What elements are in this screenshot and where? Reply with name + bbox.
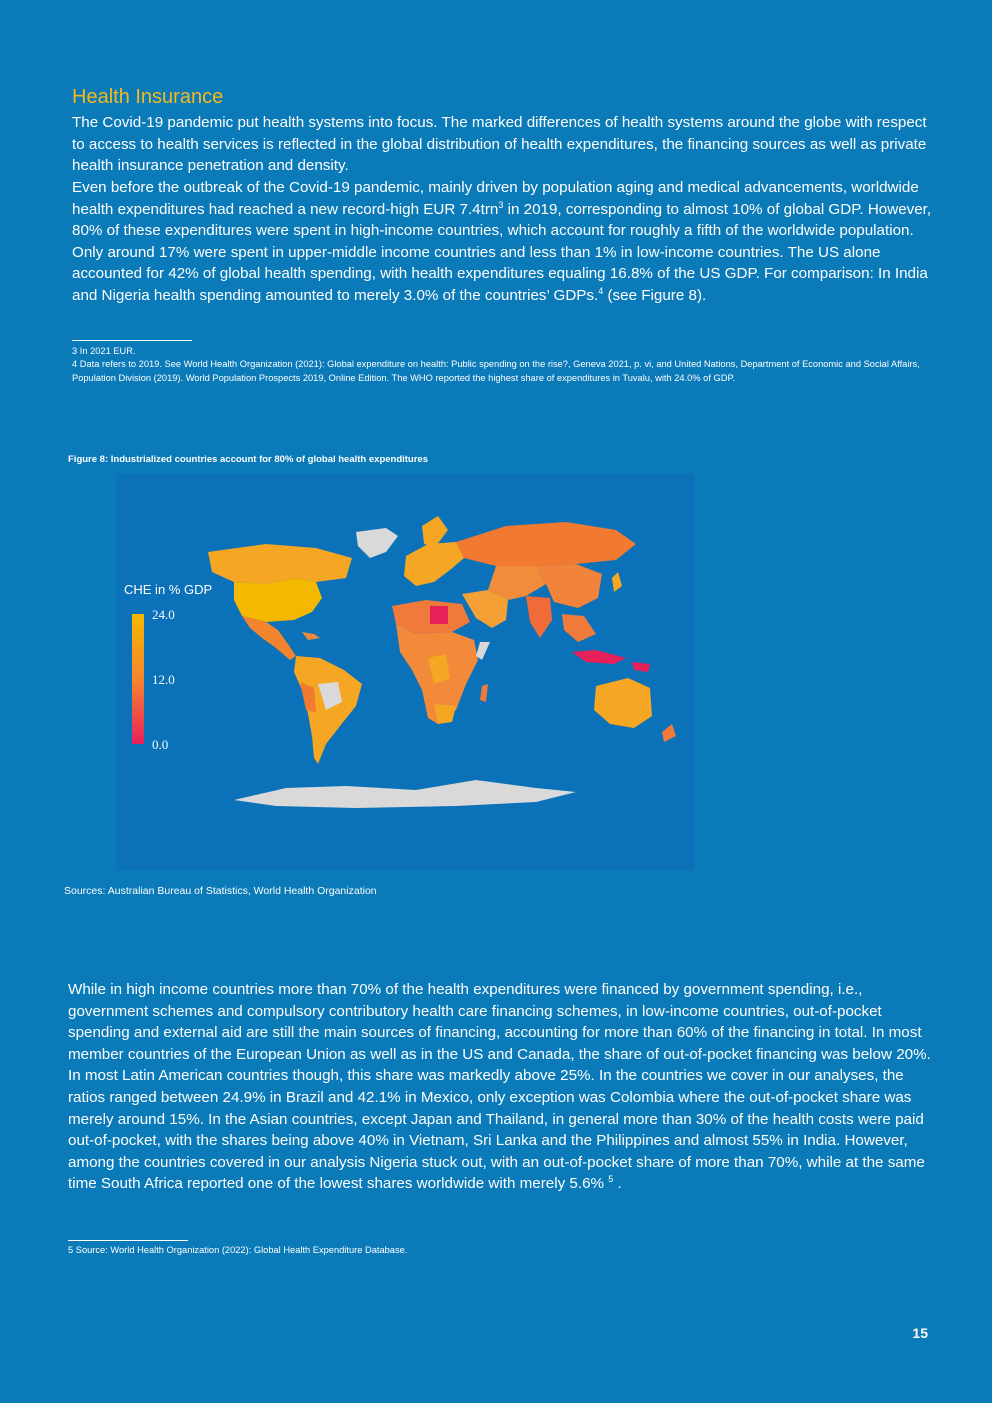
intro-paragraph: The Covid-19 pandemic put health systems into focus. The marked differences of health systems around the globe with respect to access to health services is reflected in the global distribution of health expenditures, the financing sources as well as private health insurance penetration and density.	[72, 114, 927, 175]
footnote-3: 3 In 2021 EUR.	[72, 346, 136, 356]
legend-tick-low: 0.0	[152, 737, 169, 752]
footnote-ref-3[interactable]: 3	[498, 199, 504, 210]
region-canada	[208, 544, 352, 584]
region-indonesia	[572, 650, 626, 664]
region-scandinavia	[422, 516, 448, 546]
paragraph-text: in 2019, corresponding to almost 10% of global GDP. However, 80% of these expenditures were spent in high-income countries, which account for roughly a fifth of the worldwide population. Only around 17% were spent in upper-middle income countries and less than 1% in low-income countries. The US alone accounted for 42% of global health spending, with health expenditures equaling 16.8% of the US GDP. For comparison: In India and Nigeria health spending amounted to merely 3.0% of the countries’ GDPs.	[72, 200, 932, 304]
figure-caption: Figure 8: Industrialized countries account for 80% of global health expenditures	[68, 454, 429, 465]
expenditure-paragraph	[72, 177, 932, 307]
footnotes	[72, 345, 932, 385]
region-south-america	[294, 656, 362, 764]
region-japan	[612, 572, 622, 592]
legend-color-bar	[132, 614, 144, 744]
legend-title: CHE in % GDP	[124, 582, 213, 597]
paragraph-text: While in high income countries more than 70% of the health expenditures were financed by government spending, i.e., government schemes and compulsory contributory health care financing schemes, in low-income countries, out-of-pocket spending and external aid are still the main sources of financing, accounting for more than 60% of the financing in total. In most member countries of the European Union as well as in the US and Canada, the share of out-of-pocket financing was below 20%. In most Latin American countries though, this share was markedly above 25%. In the countries we cover in our analyses, the ratios ranged between 24.9% in Brazil and 42.1% in Mexico, only exception was Colombia where the out-of-pocket share was merely around 15%. In the Asian countries, except Japan and Thailand, in general more than 30% of the health costs were paid out-of-pocket, with the shares being above 40% in Vietnam, Sri Lanka and the Philippines and almost 55% in India. However, among the countries covered in our analysis Nigeria stuck out, with an out-of-pocket share of more than 70%, while at the same time South Africa reported one of the lowest shares worldwide with merely 5.6%	[68, 981, 931, 1193]
region-caribbean	[302, 632, 320, 640]
region-europe	[404, 542, 464, 586]
region-antarctica	[234, 780, 576, 808]
region-australia	[594, 678, 652, 728]
page-number: 15	[912, 1325, 928, 1341]
world-map-figure	[116, 474, 694, 870]
region-new-zealand	[662, 724, 676, 742]
region-somalia	[476, 642, 490, 660]
region-southeast-asia	[562, 614, 596, 642]
region-png	[632, 662, 650, 672]
footnote-divider	[68, 1240, 188, 1241]
region-mexico	[242, 616, 296, 660]
region-madagascar	[480, 684, 488, 702]
world-map-svg	[116, 474, 694, 870]
section-title: Health Insurance	[72, 86, 224, 108]
footnote-ref-4[interactable]: 4	[598, 285, 604, 296]
financing-paragraph	[68, 979, 932, 1195]
region-usa	[234, 578, 322, 622]
region-india	[526, 596, 552, 638]
footnote-ref-5[interactable]: 5	[608, 1174, 614, 1185]
footnote-divider	[72, 340, 192, 341]
legend-tick-mid: 12.0	[152, 672, 175, 687]
region-libya	[430, 606, 448, 624]
region-greenland	[356, 528, 398, 558]
paragraph-text: Even before the outbreak of the Covid-19 pandemic, mainly driven by population aging and medical advancements, worldwide health expenditures had reached a new record-high EUR 7.4trn	[72, 179, 919, 218]
footnote-5: 5 Source: World Health Organization (2022): Global Health Expenditure Database.	[68, 1245, 408, 1255]
footnote-4: 4 Data refers to 2019. See World Health Organization (2021): Global expenditure on health: Public spending on the rise?, Geneva 2021, p. vi, and United Nations, Department of Economic and Social Affairs, Population Division (2019). World Population Prospects 2019, Online Edition. The WHO reported the highest share of expenditures in Tuvalu, with 24.0% of GDP.	[72, 359, 920, 383]
paragraph-text: (see Figure 8).	[603, 286, 707, 304]
legend-tick-high: 24.0	[152, 607, 175, 622]
figure-sources: Sources: Australian Bureau of Statistics, World Health Organization	[64, 885, 377, 897]
region-russia	[456, 522, 636, 566]
paragraph-text: .	[613, 1175, 622, 1193]
